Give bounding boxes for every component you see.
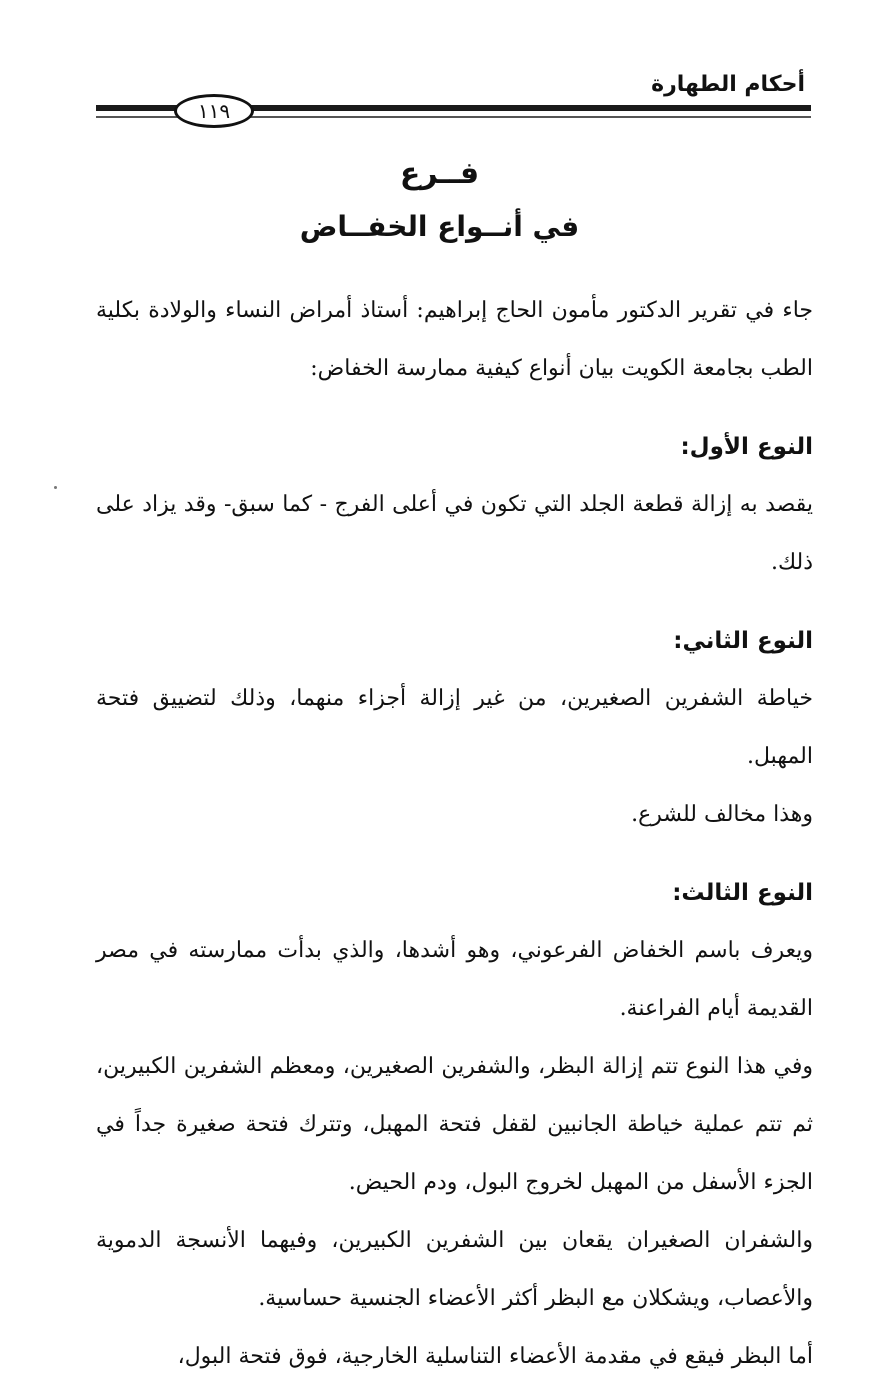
clitoris-paragraph: أما البظر فيقع في مقدمة الأعضاء التناسلية الخارجية، فوق فتحة البول، [177,1344,813,1369]
section-label: فــرع [399,156,480,191]
type2-paragraph: خياطة الشفرين الصغيرين، من غير إزالة أجزاء منهما، وذلك لتضييق فتحة المهبل. [96,686,813,769]
type2-note: وهذا مخالف للشرع. [631,802,813,827]
margin-mark [54,486,57,489]
running-title: أحكام الطهارة [651,72,805,97]
type1-paragraph: يقصد به إزالة قطعة الجلد التي تكون في أعلى الفرج - كما سبق- وقد يزاد على ذلك. [96,492,813,575]
type2-heading: النوع الثاني: [673,628,813,654]
page-header [96,72,811,128]
section-title: في أنــواع الخفــاض [299,210,580,243]
page-number: ١١٩ [174,94,254,128]
type3-heading: النوع الثالث: [672,880,813,906]
type3-detail-paragraph: وفي هذا النوع تتم إزالة البظر، والشفرين الصغيرين، ومعظم الشفرين الكبيرين، ثم تتم عملية خياطة الجانبين لقفل فتحة المهبل، وتترك فتحة صغيرة جداً في الجزء الأسفل من المهبل لخروج البول، ودم الحيض. [96,1054,813,1195]
intro-paragraph: جاء في تقرير الدكتور مأمون الحاج إبراهيم: أستاذ أمراض النساء والولادة بكلية الطب بجامعة الكويت بيان أنواع كيفية ممارسة الخفاض: [96,298,813,381]
type1-heading: النوع الأول: [680,434,813,460]
page-body [96,282,813,1386]
type3-paragraph: ويعرف باسم الخفاض الفرعوني، وهو أشدها، والذي بدأت ممارسته في مصر القديمة أيام الفراعنة. [96,938,814,1021]
labia-paragraph: والشفران الصغيران يقعان بين الشفرين الكبيرين، وفيهما الأنسجة الدموية والأعصاب، ويشكلان مع البظر أكثر الأعضاء الجنسية حساسية. [96,1228,813,1311]
